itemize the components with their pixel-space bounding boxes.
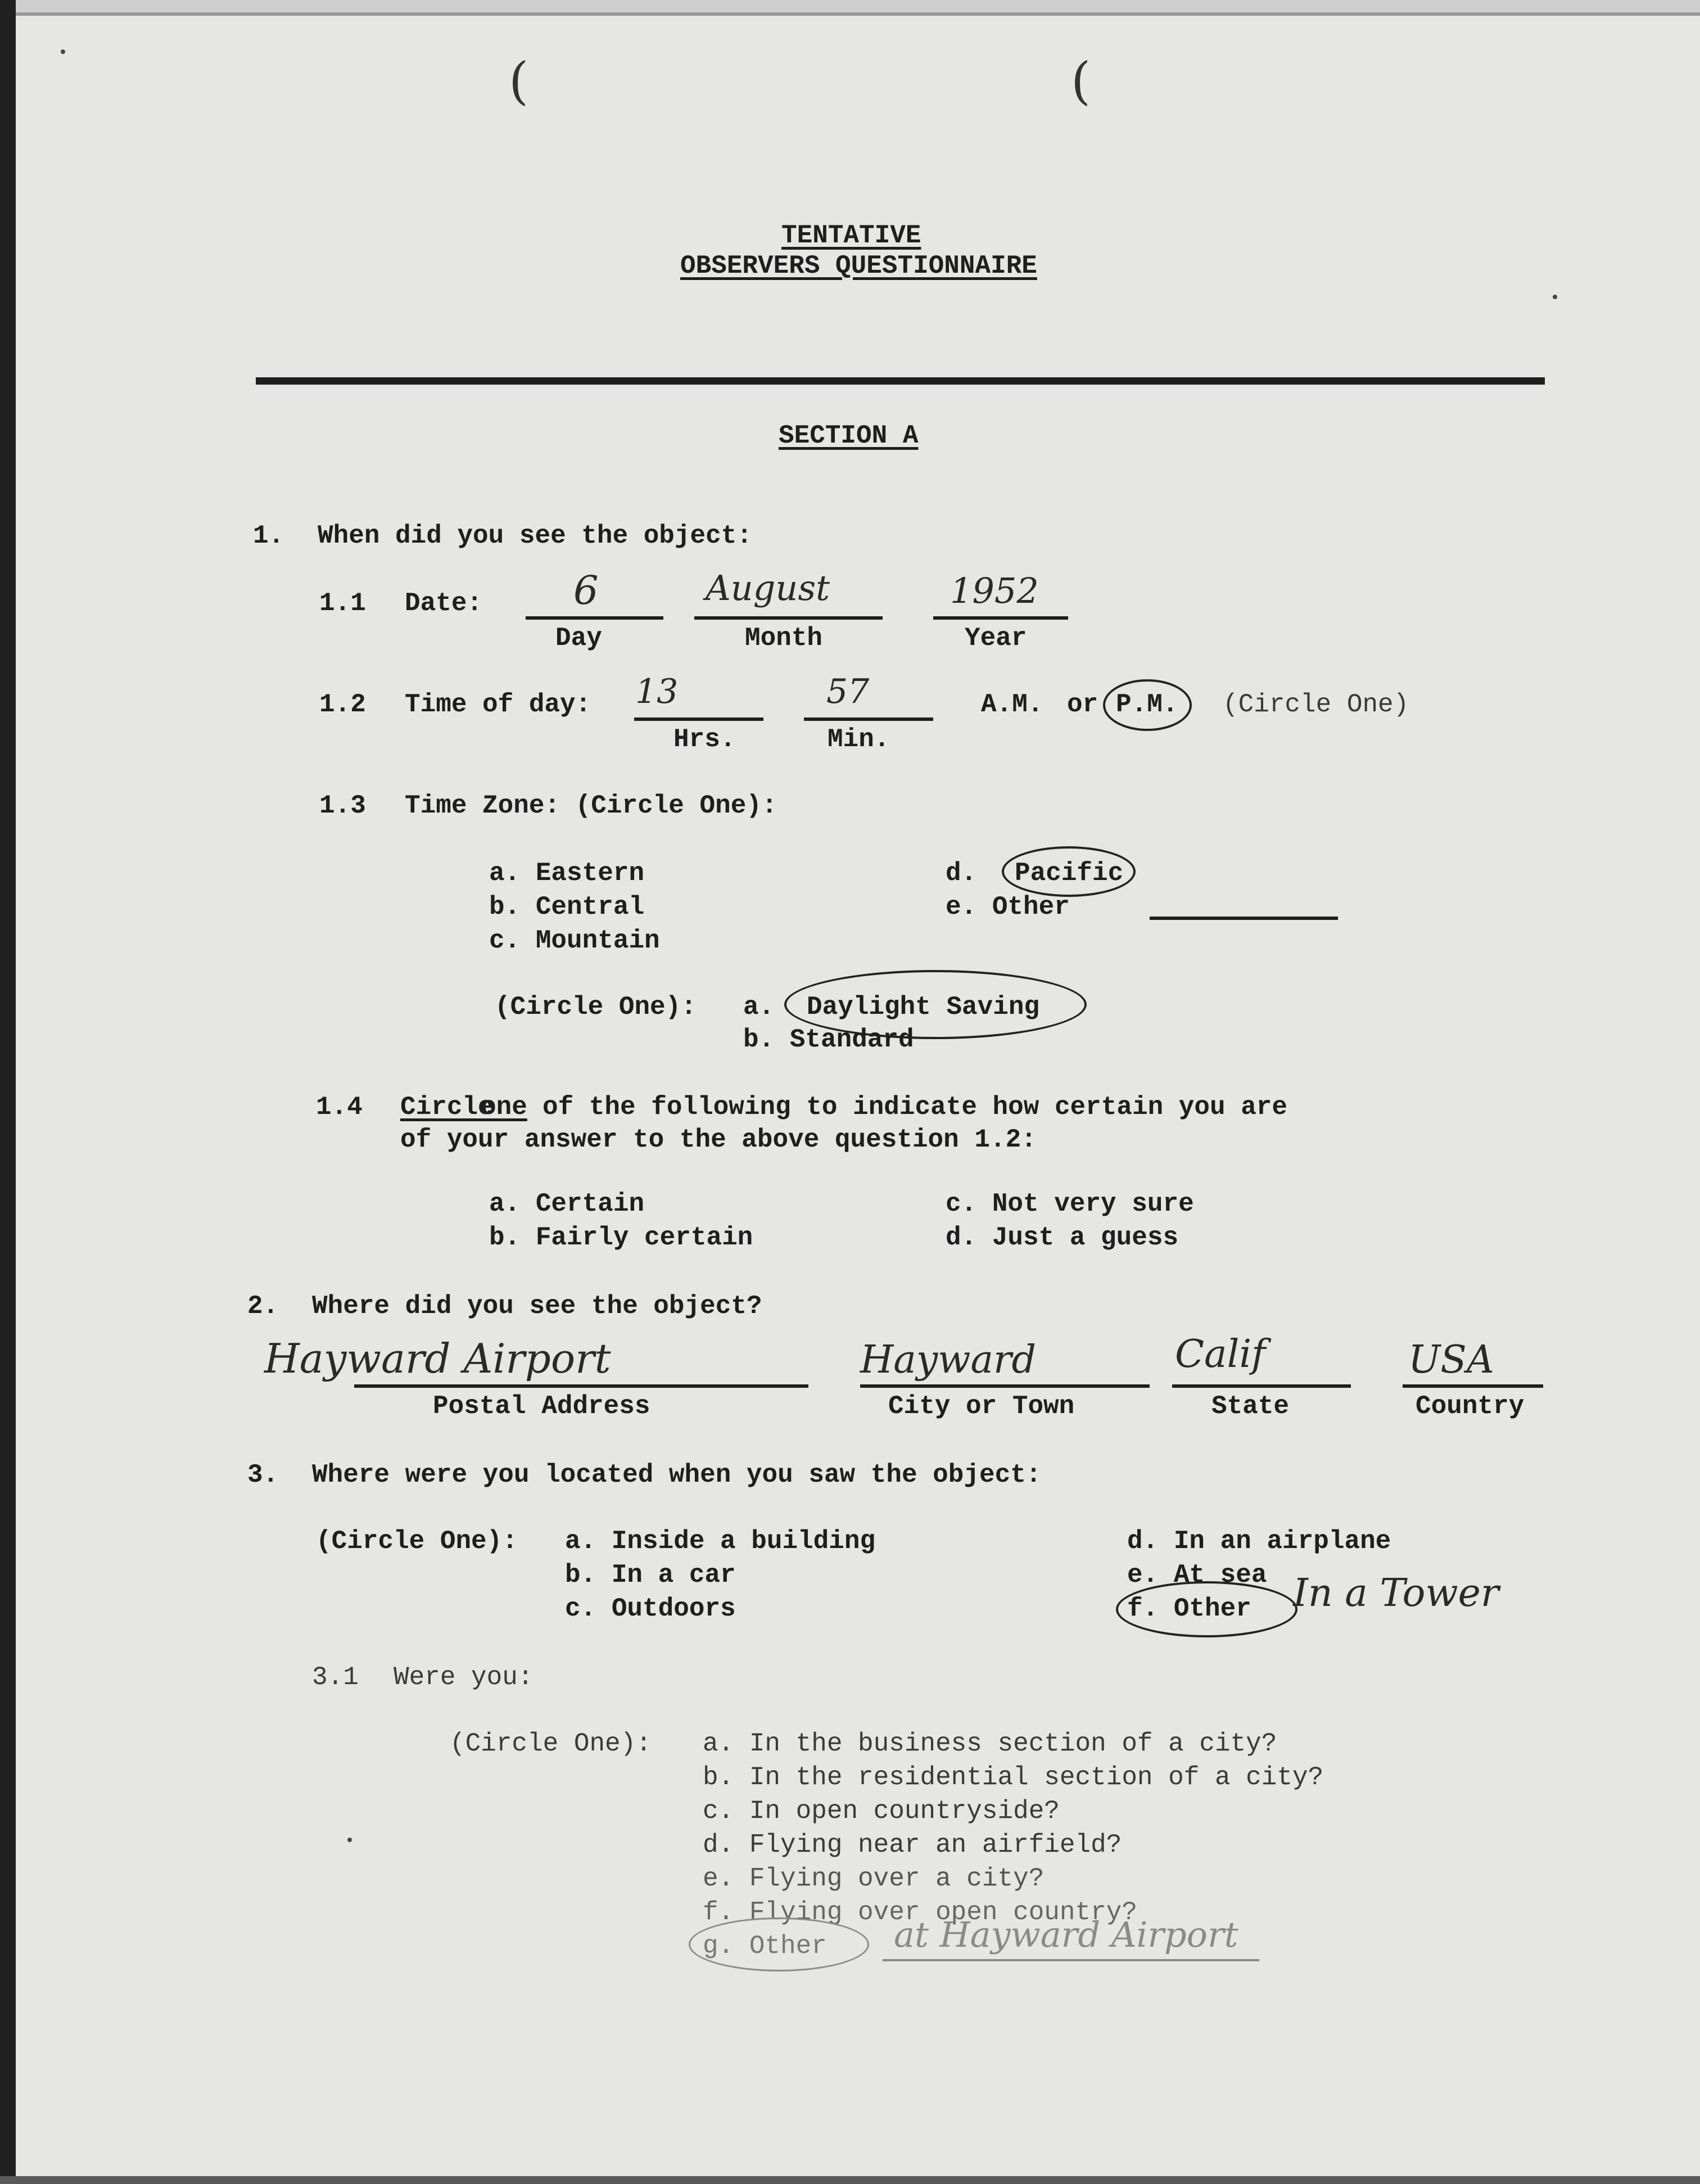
were-flying-over-open-country[interactable]: f. Flying over open country? [703, 1898, 1137, 1927]
section-title: SECTION A [779, 421, 919, 450]
q1-1-number: 1.1 [319, 589, 366, 618]
certainty-fairly-certain[interactable]: b. Fairly certain [489, 1223, 753, 1252]
or-text: or [1067, 690, 1098, 719]
hole-punch-mark: ( [1071, 52, 1091, 111]
postal-address-value[interactable]: Hayward Airport [264, 1335, 611, 1382]
city-line [860, 1384, 1150, 1388]
state-label: State [1211, 1392, 1290, 1421]
tz-other[interactable]: e. Other [946, 892, 1070, 922]
date-month-label: Month [745, 624, 823, 653]
header-line1: TENTATIVE [781, 221, 921, 250]
q1-2-label: Time of day: [405, 690, 591, 719]
am-option[interactable]: A.M. [981, 690, 1043, 719]
location-in-airplane[interactable]: d. In an airplane [1127, 1527, 1391, 1556]
speck [347, 1838, 352, 1842]
saving-a-letter: a. [743, 992, 775, 1022]
speck [1553, 295, 1557, 299]
scan-bottom-strip [0, 2176, 1700, 2184]
tz-eastern[interactable]: a. Eastern [489, 859, 645, 888]
time-min-value[interactable]: 57 [826, 672, 870, 711]
tz-pacific[interactable]: Pacific [1015, 859, 1124, 888]
date-day-label: Day [555, 624, 602, 653]
time-min-label: Min. [828, 725, 890, 754]
q1-4-text-line2: of your answer to the above question 1.2: [400, 1125, 1037, 1154]
city-label: City or Town [888, 1392, 1075, 1421]
q1-4-circle-word: Circle [400, 1093, 494, 1122]
q1-4-number: 1.4 [316, 1093, 363, 1122]
tz-mountain[interactable]: c. Mountain [489, 926, 660, 955]
q1-1-label: Date: [405, 589, 483, 618]
tz-central[interactable]: b. Central [489, 892, 645, 922]
date-day-line [526, 616, 663, 620]
circle-one-note: (Circle One) [1223, 690, 1409, 719]
were-business-section[interactable]: a. In the business section of a city? [703, 1729, 1277, 1758]
daylight-saving-option[interactable]: Daylight Saving [807, 992, 1040, 1022]
location-other[interactable]: f. Other [1127, 1594, 1251, 1623]
were-flying-over-city[interactable]: e. Flying over a city? [703, 1864, 1045, 1893]
q3-number: 3. [247, 1460, 279, 1490]
standard-option[interactable]: b. Standard [743, 1025, 914, 1054]
scan-left-border [0, 0, 16, 2184]
postal-address-line [354, 1384, 808, 1388]
country-label: Country [1416, 1392, 1525, 1421]
location-other-value[interactable]: In a Tower [1293, 1571, 1499, 1616]
q1-2-number: 1.2 [319, 690, 366, 719]
speck [61, 49, 65, 54]
pacific-circle [1002, 846, 1136, 897]
q3-text: Where were you located when you saw the object: [312, 1460, 1042, 1490]
date-month-value[interactable]: August [706, 567, 830, 608]
other-circle [1116, 1581, 1297, 1637]
q2-number: 2. [247, 1292, 279, 1321]
header-rule [256, 377, 1545, 385]
were-open-countryside[interactable]: c. In open countryside? [703, 1797, 1060, 1826]
postal-address-label: Postal Address [433, 1392, 650, 1421]
time-hrs-value[interactable]: 13 [635, 672, 679, 711]
location-outdoors[interactable]: c. Outdoors [565, 1594, 736, 1623]
pm-option[interactable]: P.M. [1116, 690, 1178, 719]
certainty-not-very-sure[interactable]: c. Not very sure [946, 1189, 1194, 1219]
date-year-label: Year [965, 624, 1027, 653]
were-other-line [883, 1959, 1259, 1961]
time-hrs-line [634, 718, 763, 721]
q1-4-text-line1: of the following to indicate how certain you are [542, 1093, 1288, 1122]
city-value[interactable]: Hayward [860, 1338, 1037, 1382]
q3-prefix: (Circle One): [316, 1527, 518, 1556]
date-month-line [694, 616, 883, 620]
were-flying-near-airfield[interactable]: d. Flying near an airfield? [703, 1830, 1122, 1860]
certainty-certain[interactable]: a. Certain [489, 1189, 645, 1219]
q1-4-one-word: one [481, 1093, 527, 1122]
q1-number: 1. [253, 521, 284, 550]
country-line [1403, 1384, 1543, 1388]
certainty-just-a-guess[interactable]: d. Just a guess [946, 1223, 1179, 1252]
q2-text: Where did you see the object? [312, 1292, 762, 1321]
date-year-line [933, 616, 1068, 620]
were-other-circle [689, 1917, 869, 1971]
state-value[interactable]: Calif [1175, 1332, 1266, 1377]
country-value[interactable]: USA [1408, 1338, 1494, 1382]
time-min-line [804, 718, 933, 721]
hole-punch-mark: ( [509, 52, 529, 111]
were-other-value[interactable]: at Hayward Airport [894, 1914, 1238, 1955]
saving-prefix: (Circle One): [495, 992, 697, 1022]
header-line2: OBSERVERS QUESTIONNAIRE [680, 251, 1037, 281]
state-line [1172, 1384, 1351, 1388]
q3-1-text: Were you: [394, 1663, 533, 1692]
date-day-value[interactable]: 6 [573, 567, 599, 613]
tz-d-letter: d. [946, 859, 977, 888]
q1-3-label: Time Zone: (Circle One): [405, 791, 777, 820]
pm-circle [1103, 679, 1192, 731]
location-in-car[interactable]: b. In a car [565, 1560, 736, 1590]
q1-text: When did you see the object: [318, 521, 752, 550]
q1-3-number: 1.3 [319, 791, 366, 820]
q3-1-number: 3.1 [312, 1663, 359, 1692]
were-other[interactable]: g. Other [703, 1932, 827, 1961]
time-hrs-label: Hrs. [673, 725, 736, 754]
tz-other-line [1150, 917, 1338, 920]
location-inside-building[interactable]: a. Inside a building [565, 1527, 876, 1556]
date-year-value[interactable]: 1952 [950, 570, 1039, 611]
q3-1-prefix: (Circle One): [450, 1729, 652, 1758]
were-residential-section[interactable]: b. In the residential section of a city? [703, 1763, 1324, 1792]
location-at-sea[interactable]: e. At sea [1127, 1560, 1267, 1590]
